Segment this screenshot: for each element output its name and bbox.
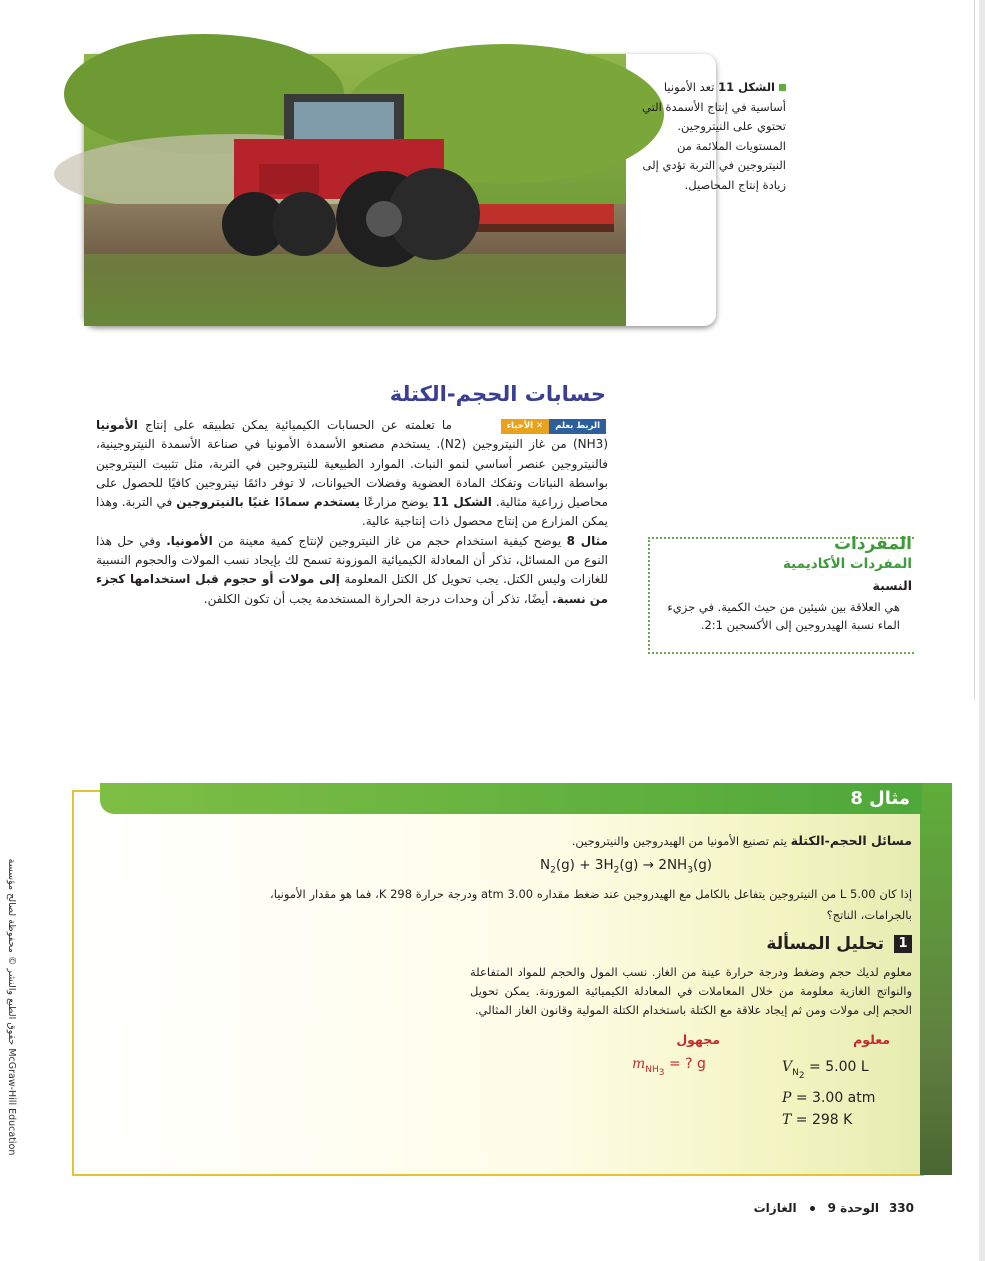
p2-b: وفي حل هذا النوع من المسائل، تذكر أن المعادلة الكيميائية الموزونة تسمح لك بإيجاد نسب المولات والحجوم النسبية للغازات وليس الكتل. يجب تحويل كل الكتل المعلومة xyxy=(96,533,608,587)
known-pressure xyxy=(782,1087,912,1109)
eq-r2-state: (g) xyxy=(619,857,639,873)
p2-bold: إلى مولات أو حجوم قبل استخدامها كجزء من نسبة. xyxy=(96,572,608,606)
page-edge-line xyxy=(974,0,975,700)
side-copyright: حقوق الطبع والنشر © محفوظة لصالح مؤسسة McGraw-Hill Education xyxy=(6,858,17,1156)
p-symbol: P xyxy=(782,1089,792,1106)
vocabulary-definition: هي العلاقة بين شيئين من حيث الكمية. في جزيء الماء نسبة الهيدروجين إلى الأكسجين 2:1. xyxy=(667,600,900,632)
m-symbol: m xyxy=(632,1056,646,1072)
m-sub2: 3 xyxy=(658,1067,665,1078)
example-title: مثال 8 xyxy=(850,788,910,809)
eq-p: 2NH xyxy=(658,857,688,873)
eq-p-state: (g) xyxy=(692,857,713,873)
paragraph-2 xyxy=(96,532,608,609)
v-sub: N xyxy=(792,1067,799,1078)
v-sub2: 2 xyxy=(798,1070,805,1081)
p2-example-ref: مثال 8 xyxy=(566,533,608,548)
tag-subject-label: الأحياء xyxy=(506,421,534,431)
example-problem xyxy=(270,832,912,850)
p1-ammonia: الأمونيا xyxy=(96,418,138,432)
eq-r2: 3H xyxy=(594,857,614,873)
vocabulary-title: المفردات xyxy=(833,534,912,554)
v-value: = 5.00 L xyxy=(809,1059,869,1075)
m-value: = ? g xyxy=(668,1056,706,1072)
known-temperature xyxy=(782,1109,912,1131)
dna-icon: ✕ xyxy=(536,421,544,431)
p-value: = 3.00 atm xyxy=(795,1089,876,1106)
v-symbol: V xyxy=(782,1059,793,1075)
problem-text: يتم تصنيع الأمونيا من الهيدروجين والنيتروجين. xyxy=(571,834,787,848)
p1-end: في التربة. وهذا يمكن المزارع من إنتاج محصول ذات إنتاجية عالية. xyxy=(96,495,608,529)
p2-ammonia: الأمونيا. xyxy=(166,533,213,548)
eq-r2-sub: 2 xyxy=(613,865,620,876)
bullet-icon xyxy=(810,1206,815,1211)
step-number: 1 xyxy=(894,935,912,953)
p1-rest-c: يوضح مزارعًا xyxy=(363,495,429,510)
green-square-icon xyxy=(779,84,786,91)
example-question: إذا كان 5.00 L من النيتروجين يتفاعل بالكامل مع الهيدروجين عند ضغط مقداره 3.00 atm ودرجة حرارة 298 K، فما هو مقدار الأمونيا، بالجرامات، الناتج؟ xyxy=(270,887,913,922)
problem-label: مسائل الحجم-الكتلة xyxy=(790,833,912,848)
unknown-value xyxy=(632,1056,752,1078)
t-symbol: T xyxy=(782,1111,792,1128)
known-volume xyxy=(782,1056,912,1087)
vocabulary-box xyxy=(648,537,914,654)
vocabulary-term: النسبة xyxy=(872,578,912,593)
chemical-equation xyxy=(540,857,740,876)
p1-rest-b: (NH3) من غاز النيتروجين (N2). يستخدم مصنعو الأسمدة الأمونيا في صناعة الأسمدة النيتروجينية، فالنيتروجين عنصر أساسي لنمو النبات. الموارد الطبيعية للنيتروجين في التربة، مثل تثبيت النيتروجين بواسطة النباتات وتفكك المادة العضوية وفضلات الحيوانات، لا توفر دائمًا نيتروجين كافيًا للحصول على محاصيل زراعية مثالية. xyxy=(96,437,608,510)
tractor-photo xyxy=(84,54,626,326)
eq-r1: N xyxy=(540,857,551,873)
eq-p-sub: 3 xyxy=(687,865,693,876)
eq-r1-sub: 2 xyxy=(550,865,556,876)
p2-a: يوضح كيفية استخدام حجم من غاز النيتروجين لإنتاج كمية معينة من xyxy=(218,533,562,548)
paragraph-1 xyxy=(96,416,608,532)
page-footer xyxy=(700,1201,914,1215)
tag-connect: الربط بعلم xyxy=(549,419,606,434)
p2-c: أيضًا، تذكر أن وحدات درجة الحرارة المستخدمة يجب أن تكون الكلفن. xyxy=(203,591,549,606)
figure-label: الشكل 11 xyxy=(718,80,775,94)
eq-arrow: → xyxy=(642,857,655,873)
known-values xyxy=(782,1056,912,1131)
eq-r1-state: (g) xyxy=(555,857,575,873)
p1-bold: يستخدم سمادًا غنيًا بالنيتروجين xyxy=(176,495,360,510)
m-sub: NH xyxy=(645,1064,659,1075)
unknown-label: مجهول xyxy=(676,1032,720,1047)
section-body xyxy=(96,416,608,609)
step-heading xyxy=(690,934,912,954)
footer-unit: الوحدة 9 xyxy=(827,1201,879,1215)
p1-rest-a: إنتاج xyxy=(144,418,167,432)
figure-caption-text: تعد الأمونيا أساسية في إنتاج الأسمدة التي تحتوي على النيتروجين. المستويات الملائمة من النيتروجين في التربة تؤدي إلى زيادة إنتاج المحاصيل. xyxy=(642,80,786,192)
p1-lead: ما تعلمته عن الحسابات الكيميائية يمكن تطبيقه على xyxy=(173,418,452,432)
section-title: حسابات الحجم-الكتلة xyxy=(389,382,606,406)
known-label: معلوم xyxy=(853,1032,890,1047)
step-title: تحليل المسألة xyxy=(766,934,884,954)
page-edge-strip xyxy=(979,0,985,1261)
t-value: = 298 K xyxy=(795,1111,853,1128)
page-number: 330 xyxy=(888,1201,914,1215)
example-side-tab xyxy=(920,783,952,1175)
eq-plus: + xyxy=(579,857,591,873)
vocabulary-subtitle: المفردات الأكاديمية xyxy=(782,556,912,572)
p1-figref: الشكل 11 xyxy=(432,495,492,510)
figure-caption xyxy=(636,78,786,195)
figure-card xyxy=(84,54,786,326)
step-text: معلوم لديك حجم وضغط ودرجة حرارة عينة من الغاز. نسب المول والحجم للمواد المتفاعلة والنواتج الغازية معلومة من خلال المعاملات في المعادلة الكيميائية الموزونة. يمكن تحويل الحجم إلى مولات ومن ثم إيجاد علاقة مع الكتلة باستخدام الكتلة المولية وقانون الغاز المثالي. xyxy=(470,965,912,1017)
footer-chapter: الغازات xyxy=(753,1201,797,1215)
